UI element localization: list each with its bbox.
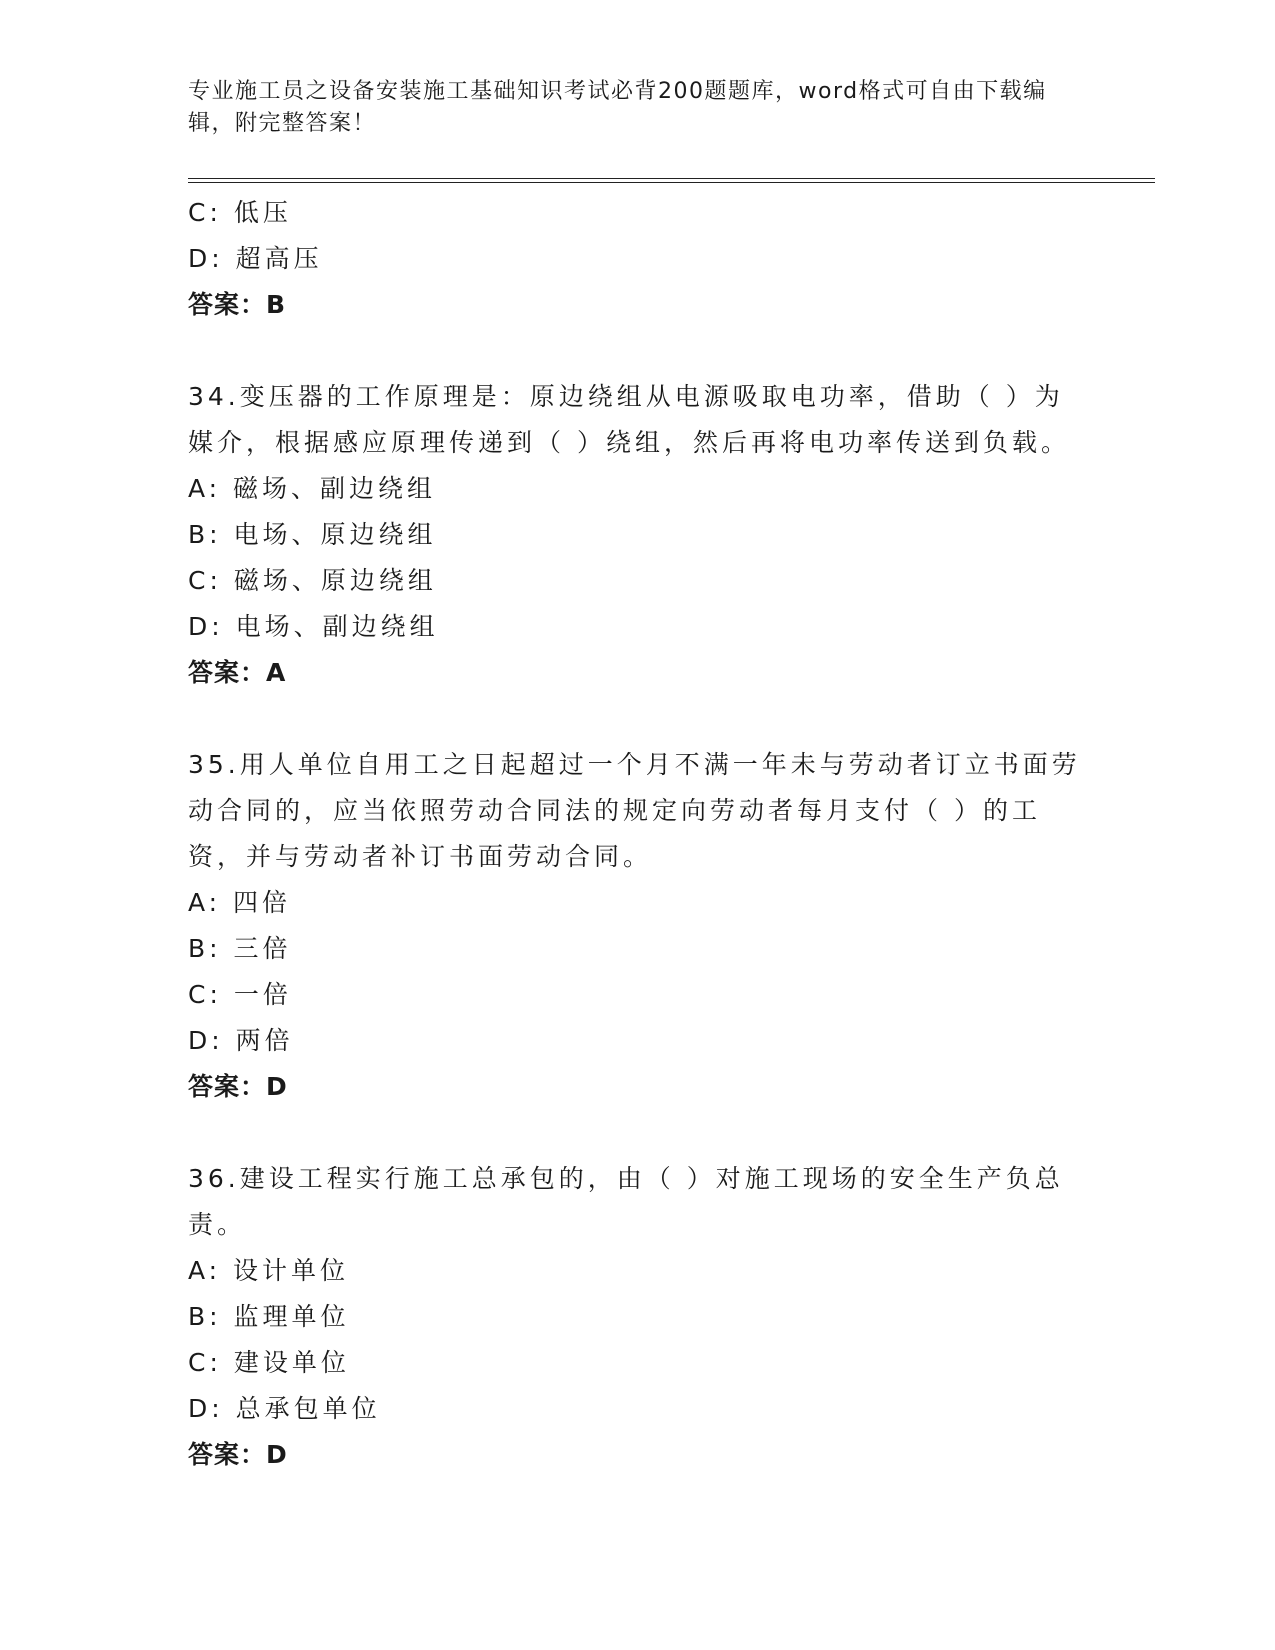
option-d: D: 超高压	[188, 244, 323, 273]
option-a: A: 磁场、副边绕组	[188, 474, 437, 503]
question-block-33-tail	[188, 190, 1088, 328]
question-block-35	[188, 742, 1088, 1110]
option-d: D: 电场、副边绕组	[188, 612, 439, 641]
answer-line: 答案：B	[188, 290, 287, 319]
option-a: A: 设计单位	[188, 1256, 350, 1285]
option-c: C: 低压	[188, 198, 292, 227]
header-divider-top	[188, 178, 1155, 179]
spacer	[188, 696, 1088, 742]
question-block-36	[188, 1156, 1088, 1478]
spacer	[188, 1110, 1088, 1156]
option-c: C: 建设单位	[188, 1348, 350, 1377]
option-a: A: 四倍	[188, 888, 292, 917]
document-header	[188, 76, 1088, 140]
header-title: 专业施工员之设备安装施工基础知识考试必背200题题库，word格式可自由下载编辑，附完整答案！	[188, 79, 1047, 136]
answer-line: 答案：A	[188, 658, 287, 687]
option-d: D: 总承包单位	[188, 1394, 381, 1423]
option-b: B: 监理单位	[188, 1302, 350, 1331]
option-c: C: 磁场、原边绕组	[188, 566, 437, 595]
spacer	[188, 328, 1088, 374]
answer-line: 答案：D	[188, 1440, 288, 1469]
header-divider-bottom	[188, 182, 1155, 183]
option-c: C: 一倍	[188, 980, 292, 1009]
question-stem: 36.建设工程实行施工总承包的，由（ ）对施工现场的安全生产负总责。	[188, 1164, 1064, 1239]
question-stem: 35.用人单位自用工之日起超过一个月不满一年未与劳动者订立书面劳动合同的，应当依照劳动合同法的规定向劳动者每月支付（ ）的工资，并与劳动者补订书面劳动合同。	[188, 750, 1081, 871]
question-block-34	[188, 374, 1088, 696]
option-d: D: 两倍	[188, 1026, 294, 1055]
question-stem: 34.变压器的工作原理是：原边绕组从电源吸取电功率，借助（ ）为媒介，根据感应原理传递到（ ）绕组，然后再将电功率传送到负载。	[188, 382, 1070, 457]
option-b: B: 三倍	[188, 934, 292, 963]
option-b: B: 电场、原边绕组	[188, 520, 437, 549]
answer-line: 答案：D	[188, 1072, 288, 1101]
document-body	[188, 190, 1088, 1478]
